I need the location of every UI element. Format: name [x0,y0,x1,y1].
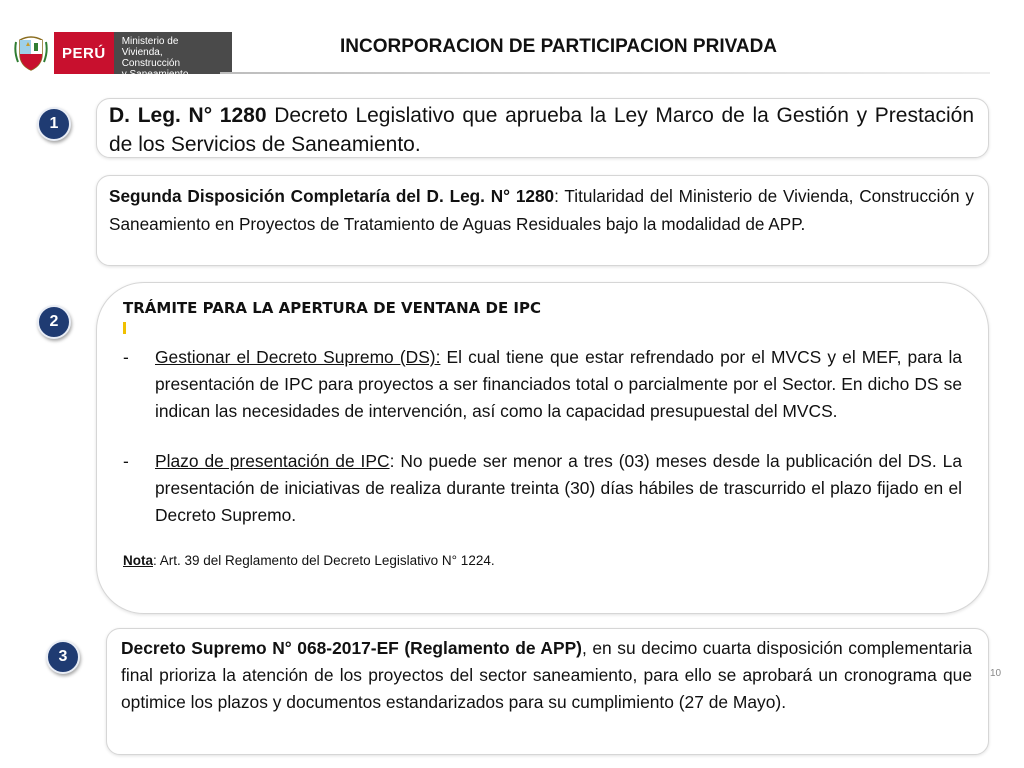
ministry-name [114,32,232,80]
section-3-decree: Decreto Supremo N° 068-2017-EF (Reglamento de APP) [121,638,582,658]
ministry-line: Vivienda, Construcción [121,47,181,69]
note-label: Nota [123,553,153,568]
list-item [123,448,962,529]
section-1-text: Decreto Legislativo que aprueba la Ley Marco de la Gestión y Prestación de los Servicios de Saneamiento. [109,104,975,156]
badge-2: 2 [37,305,71,339]
section-2-box [96,282,989,614]
list-dash: - [123,451,129,471]
page-number: 10 [990,668,1002,679]
section-1-law: D. Leg. N° 1280 [109,104,267,127]
section-1b-box [96,175,989,266]
note [123,551,962,571]
list-dash: - [123,347,129,367]
list-item-heading: Gestionar el Decreto Supremo (DS): [155,347,441,367]
ministry-line: y Saneamiento [121,69,189,80]
section-3-text: , en su decimo cuarta disposición complementaria final prioriza la atención de los proyectos del sector saneamiento, para ello se aprobará un cronograma que optimice los plazos y documentos estandarizados para su cumplimiento (27 de Mayo). [121,638,972,712]
section-1-box [96,98,989,158]
title-underline [220,72,990,74]
peru-label: PERÚ [54,32,114,74]
section-1b-text: : Titularidad del Ministerio de Vivienda, Construcción y Saneamiento en Proyectos de Tratamiento de Aguas Residuales bajo la modalidad de APP. [109,186,975,234]
list-item-text: : No puede ser menor a tres (03) meses desde la publicación del DS. La presentación de iniciativas de realiza durante treinta (30) días hábiles de trascurrido el plazo fijado en el Decreto Supremo. [155,451,962,525]
list-item-text: El cual tiene que estar refrendado por el MVCS y el MEF, para la presentación de IPC para proyectos a ser financiados total o parcialmente por el Sector. En dicho DS se indican las necesidades de intervención, así como la capacidad presupuestal del MVCS. [155,347,962,421]
ministry-logo [14,32,232,80]
coat-of-arms-icon [14,32,48,72]
slide-title: INCORPORACION DE PARTICIPACION PRIVADA [340,36,778,57]
badge-1: 1 [37,107,71,141]
section-3-box [106,628,989,755]
ministry-line: Ministerio de [121,36,179,47]
section-2-title: TRÁMITE PARA LA APERTURA DE VENTANA DE IPC [123,299,542,317]
note-text: : Art. 39 del Reglamento del Decreto Legislativo N° 1224. [153,553,495,568]
list-item-heading: Plazo de presentación de IPC [155,451,390,471]
badge-3: 3 [46,640,80,674]
section-1b-heading: Segunda Disposición Completaría del D. Leg. N° 1280 [109,186,555,206]
text-cursor [123,322,126,334]
list-item [123,344,962,425]
